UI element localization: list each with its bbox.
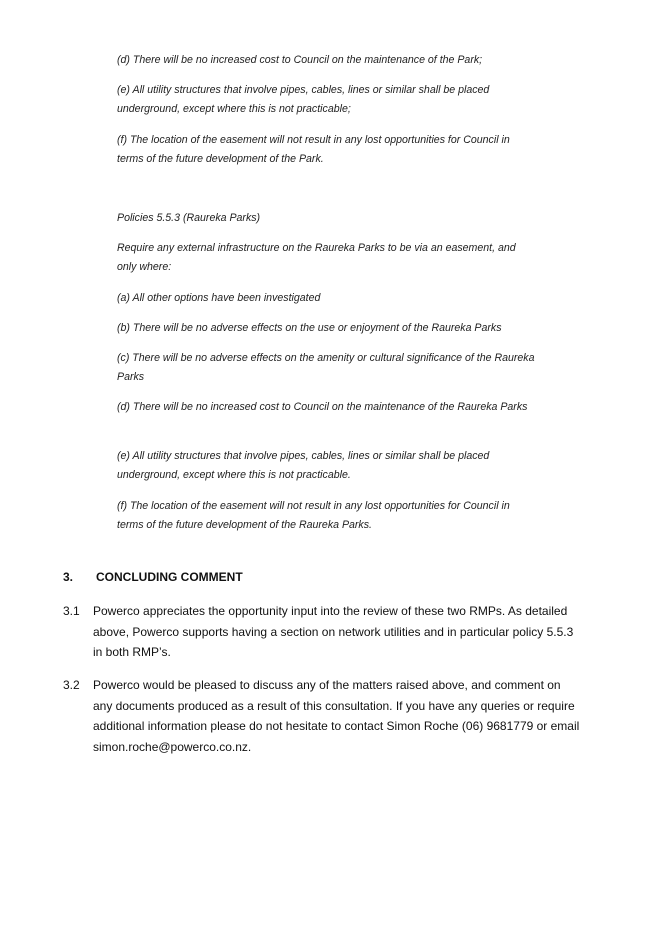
quoted-policy-item-c: (c) There will be no adverse effects on the amenity or cultural significance of the Raureka Parks bbox=[117, 352, 535, 383]
quoted-policy-item-e: (e) All utility structures that involve pipes, cables, lines or similar shall be placed underground, except where this is not practicable. bbox=[117, 450, 490, 481]
quoted-policy-item-e-park: (e) All utility structures that involve pipes, cables, lines or similar shall be placed underground, except where this is not practicable; bbox=[117, 84, 490, 115]
quoted-policy-intro: Require any external infrastructure on the Raureka Parks to be via an easement, and only where: bbox=[117, 242, 516, 273]
paragraph-3-1 bbox=[63, 601, 583, 663]
quoted-policy-item-d: (d) There will be no increased cost to Council on the maintenance of the Raureka Parks bbox=[117, 401, 528, 413]
paragraph-text: Powerco would be pleased to discuss any of the matters raised above, and comment on any documents produced as a result of this consultation. If you have any queries or require additional information please do not hesitate to contact Simon Roche (06) 9681779 or email simon.roche@powerco.co.nz. bbox=[93, 678, 580, 754]
quoted-policy-item-b: (b) There will be no adverse effects on the use or enjoyment of the Raureka Parks bbox=[117, 322, 502, 334]
paragraph-text: Powerco appreciates the opportunity input into the review of these two RMPs. As detailed above, Powerco supports having a section on network utilities and in particular policy 5.5.3 in both RMP’s. bbox=[93, 604, 574, 659]
paragraph-3-2 bbox=[63, 675, 583, 757]
section-heading bbox=[63, 569, 243, 585]
section-number: 3. bbox=[63, 570, 74, 584]
quoted-policy-item-a: (a) All other options have been investigated bbox=[117, 292, 321, 304]
quoted-policy-item-f-park: (f) The location of the easement will not result in any lost opportunities for Council in terms of the future development of the Park. bbox=[117, 134, 510, 165]
paragraph-number: 3.2 bbox=[63, 678, 80, 692]
quoted-policy-item-f: (f) The location of the easement will not result in any lost opportunities for Council in terms of the future development of the Raureka Parks. bbox=[117, 500, 510, 531]
section-title: CONCLUDING COMMENT bbox=[96, 570, 243, 584]
quoted-policy-item-d-park: (d) There will be no increased cost to Council on the maintenance of the Park; bbox=[117, 54, 483, 66]
quoted-policy-heading: Policies 5.5.3 (Raureka Parks) bbox=[117, 212, 261, 224]
paragraph-number: 3.1 bbox=[63, 604, 80, 618]
